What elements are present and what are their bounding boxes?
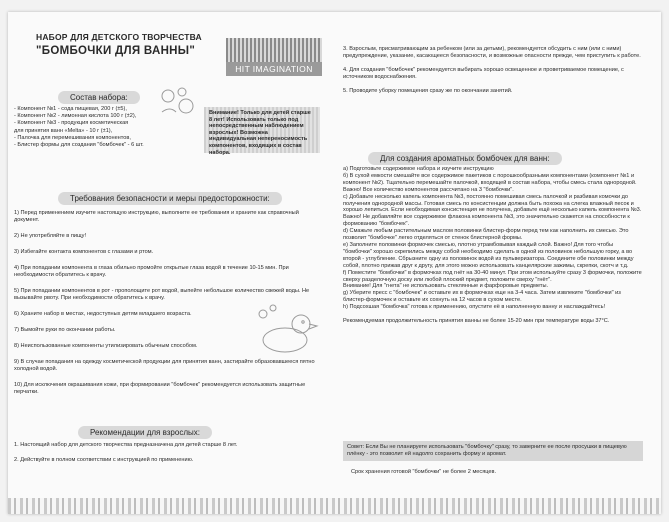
list-item: 3) Избегайте контакта компонентов с глазами и ртом.: [14, 249, 154, 255]
list-item: 4) При попадании компонента в глаза обильно промойте открытые глаза водой в течение 10-15 мин. При необходимости обратитесь к врачу.: [14, 265, 289, 278]
list-item: 5) При попадании компонентов в рот - прополощите рот водой, выпейте небольшое количество свежей воды. Не вызывайте рвоту. При необходимости обратитесь к врачу.: [14, 288, 310, 301]
list-item: 10) Для исключения окрашивания кожи, при формировании "бомбочек" рекомендуется использовать защитные перчатки.: [14, 382, 306, 395]
list-item: - Компонент №1 - сода пищевая, 200 г (±5),: [14, 106, 127, 112]
list-item: 1. Настоящий набор для детского творчества предназначена для детей старше 8 лет.: [14, 442, 238, 448]
step: g) Уберите пресс с "бомбочек" и оставьте их в формочках еще на 3-4 часа. Затем извлеките "бомбочки" из блистер-формочек и оставьте их сохнуть на 12 часов в сухом месте.: [343, 290, 621, 304]
list-item: 2. Действуйте в полном соответствии с инструкцией по применению.: [14, 457, 194, 463]
duck-doodle-icon: [253, 304, 323, 364]
step: f) Поместите "бомбочки" в формочках под гнёт на 30-40 минут. При этом используйте сразу 3 формочки, положите сверху разделочную доску или любой плоский предмет, положите сверху "гнёт".: [343, 269, 642, 283]
age-warning: Внимание! Только для детей старше 8 лет! Использовать только под непосредственным наблюдением взрослых! Возможна индивидуальная непереносимость компонентов, входящих в состав набора.: [204, 107, 320, 153]
step: Важно! Все количество компонентов рассчитано на 3 "бомбочки".: [343, 186, 514, 193]
recommendations-heading: [78, 422, 212, 440]
step: Внимание! Для "гнета" не использовать стеклянные и фарфоровые предметы.: [343, 283, 549, 290]
list-item: - Компонент №3 - продукция косметическая: [14, 120, 129, 127]
step: d) Смажьте любым растительным маслом половинки блистер-форм перед тем как наполнить их смесью. Это позволит "бомбочке" легко отделяться от стенок блистерной формы.: [343, 228, 629, 242]
step: с) Добавьте несколько капель компонента №3, постоянно помешивая смесь палочкой и разбивая комочки до получения однородной массы. Готовая смесь по консистенции должна быть похожа на слегка влажный песок и хорошо лепиться. Если необходимая консистенция не получена, добавьте ещё несколько капель компонента №3. Важно! Не добавляйте все содержимое флакона компонента №3, это значительно скажется на способности к формованию "бомбочек".: [343, 193, 642, 228]
create-steps: [343, 166, 643, 325]
create-heading: [368, 148, 562, 166]
right-notes: [343, 46, 643, 102]
step: е) Заполните половинки формочек смесью, плотно утрамбовывая каждый слой. Важно! Для того чтобы "бомбочки" хорошо скрепились между собой необходимо сделать в одной из половинок небольшую горку, а во второй - углубление. Сбрызните одну из половинок водой из пульверизатора. Соедините обе половинки между собой, плотно прижав друг к другу, для этого можно использовать канцелярские зажимы, скрепки, скотч и т.д.: [343, 241, 634, 269]
list-item: - Компонент №2 - лимонная кислота 100 г (±2),: [14, 113, 137, 120]
step: Рекомендуемая продолжительность принятия ванны не более 15-20 мин при температуре воды 37°С.: [343, 318, 610, 325]
step: h) Подсохшая "бомбочка" готова к применению, опустите её в наполненную ванну и наслаждайтесь!: [343, 304, 606, 311]
list-item: 3. Взрослым, присматривающим за ребенком (или за детьми), рекомендуется обсудить с ним (или с ними) предупреждение, указание, касающееся безопасности, и возможные опасности прежде, чем приступить к работе.: [343, 46, 641, 59]
storage-note: Срок хранения готовой "бомбочки" не более 2 месяцев.: [351, 469, 497, 475]
tip-box: Совет: Если Вы не планируете использовать "бомбочку" сразу, то заверните ее после просушки в пищевую плёнку - это позволит ей надолго сохранить форму и аромат.: [343, 441, 643, 461]
list-item: 9) В случае попадания на одежду косметической продукции для принятия ванн, застирайте образовавшееся пятно холодной водой.: [14, 359, 315, 372]
list-item: 1) Перед применением изучите настоящую инструкцию, выполните ее требования и храните как справочный документ.: [14, 210, 299, 223]
list-item: 6) Храните набор в местах, недоступных детям младшего возраста.: [14, 311, 192, 317]
list-item: 4. Для создания "бомбочек" рекомендуется выбирать хорошо освещенное и проветриваемое помещение, с источником водоснабжения.: [343, 67, 624, 80]
list-item: 5. Проводите уборку помещения сразу же по окончании занятий.: [343, 88, 513, 94]
list-item: 7) Вымойте руки по окончании работы.: [14, 327, 116, 333]
list-item: - Палочка для перемешивания компонентов,: [14, 134, 131, 141]
header-title: "БОМБОЧКИ ДЛЯ ВАННЫ": [36, 45, 196, 57]
composition-heading: [58, 87, 140, 105]
safety-heading: [58, 188, 282, 206]
list-item: - Блистер формы для создания "бомбочек" - 6 шт.: [14, 142, 144, 149]
brand-label: HIT IMAGINATION: [226, 62, 322, 76]
brand-banner: [226, 38, 322, 76]
recommendations-list: [14, 442, 319, 472]
create-title: Для создания ароматных бомбочек для ванн:: [368, 152, 562, 165]
recommendations-title: Рекомендации для взрослых:: [78, 426, 212, 439]
bottom-stripe: [8, 498, 661, 514]
safety-title: Требования безопасности и меры предосторожности:: [58, 192, 282, 205]
list-item: для принятия ванн «Melta» - 10 г (±1),: [14, 127, 113, 134]
step: б) В сухой емкости смешайте все содержимое пакетиков с порошкообразными компонентами (компонент №1 и компонент №2). Тщательно перемешайте палочкой, входящей в состав набора, чтобы смесь стала однородной.: [343, 172, 637, 186]
instruction-sheet: [8, 12, 661, 514]
header-subtitle: НАБОР ДЛЯ ДЕТСКОГО ТВОРЧЕСТВА: [36, 32, 202, 42]
composition-list: [14, 106, 184, 149]
list-item: 2) Не употребляйте в пищу!: [14, 233, 86, 239]
composition-title: Состав набора:: [58, 91, 140, 104]
step: а) Подготовьте содержимое набора и изучите инструкцию: [343, 166, 494, 172]
list-item: 8) Неиспользованные компоненты утилизировать обычным способом.: [14, 343, 198, 349]
